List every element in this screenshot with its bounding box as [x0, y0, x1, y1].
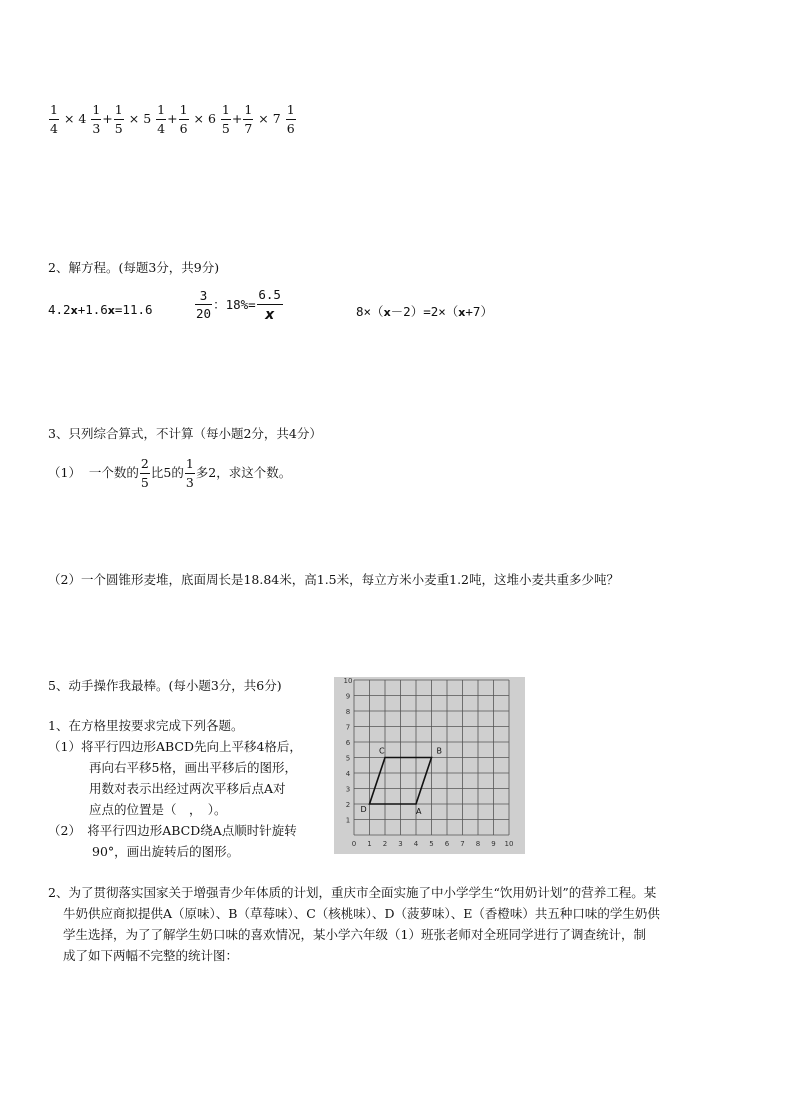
whole-number: 4: [78, 111, 87, 126]
section5-sub1: 1、在方格里按要求完成下列各题。: [48, 718, 244, 733]
times-sign: ×: [258, 111, 269, 126]
section3-heading: 3、只列综合算式，不计算（每小题2分，共4分）: [48, 426, 322, 441]
fraction: $\frac{1}{4}$: [157, 102, 166, 136]
x-axis-tick-label: 9: [491, 840, 496, 848]
section3-question-1: （1） 一个数的 $\frac{2}{5}$ 比5的 $\frac{1}{3}$ 多2，求这个数。: [48, 456, 292, 490]
x-axis-tick-label: 6: [444, 840, 450, 848]
fraction: $\frac{1}{5}$: [221, 102, 230, 136]
section2-heading: 2、解方程。(每题3分，共9分): [48, 260, 220, 275]
times-sign: ×: [193, 111, 204, 126]
y-axis-tick-label: 2: [345, 801, 351, 809]
times-sign: ×: [63, 111, 75, 126]
variable-x: x: [458, 306, 466, 319]
point-label-c: C: [379, 746, 385, 756]
point-label-b: B: [436, 746, 442, 756]
variable-x: x: [383, 306, 391, 319]
fraction: $\frac{1}{3}$: [185, 456, 194, 490]
times-sign: ×: [128, 111, 140, 126]
equation-1: 4.2x+1.6x=11.6: [48, 302, 153, 317]
y-axis-tick-label: 4: [345, 770, 351, 778]
plus-sign: +: [102, 111, 113, 126]
x-axis-tick-label: 8: [475, 840, 481, 848]
fraction: $\frac{1}{4}$: [50, 102, 58, 136]
y-axis-tick-label: 1: [345, 816, 351, 825]
section5-question-1: （1）将平行四边形ABCD先向上平移4格后， 再向右平移5格，画出平移后的图形， 用数对表示出经过两次平移后点A对 应点的位置是（ ， ）。: [48, 739, 302, 817]
fraction: $\frac{1}{7}$: [244, 102, 253, 136]
y-axis-tick-label: 6: [345, 739, 351, 747]
equation-3: 8×（x－2）=2×（x+7）: [356, 304, 493, 319]
whole-number: 6: [207, 111, 216, 126]
fraction: $\frac{1}{5}$: [114, 102, 123, 136]
variable-x: x: [107, 304, 115, 317]
equation-2: $\frac{3}{20}$ ：18%= $\frac{6.5}{x}$: [196, 287, 281, 323]
point-label-a: A: [416, 807, 422, 816]
plus-sign: +: [231, 111, 243, 126]
whole-number: 7: [272, 111, 281, 126]
section5-question-2: （2） 将平行四边形ABCD绕A点顺时针旋转 90°，画出旋转后的图形。: [48, 823, 297, 859]
section6-paragraph: 2、为了贯彻落实国家关于增强青少年体质的计划，重庆市全面实施了中小学学生“饮用奶计划”的营养工程。某 牛奶供应商拟提供A（原味）、B（草莓味）、C（核桃味）、D（菠萝味）、E（香橙味）共五种口味的学生奶供 学生选择，为了了解学生奶口味的喜欢情况，某小学六年级（1）班张老师对全班同学进行了调查统计，制 成了如下两幅不完整的统计图：: [48, 885, 660, 963]
y-axis-tick-label: 9: [345, 692, 351, 701]
x-axis-tick-label: 7: [460, 840, 465, 848]
fraction: $\frac{3}{20}$: [196, 287, 212, 322]
y-axis-tick-label: 3: [345, 785, 351, 794]
fraction: $\frac{1}{6}$: [286, 102, 295, 136]
variable-x: x: [70, 304, 78, 317]
y-axis-tick-label: 8: [345, 708, 351, 716]
section3-question-2: （2）一个圆锥形麦堆，底面周长是18.84米，高1.5米，每立方米小麦重1.2吨，这堆小麦共重多少吨？: [48, 572, 619, 587]
fraction: $\frac{1}{6}$: [179, 102, 188, 136]
fraction: $\frac{1}{3}$: [92, 102, 101, 136]
plus-sign: +: [167, 111, 178, 126]
whole-number: 5: [143, 111, 152, 126]
x-axis-tick-label: 4: [413, 840, 419, 848]
x-axis-tick-label: 0: [351, 840, 357, 848]
coordinate-grid: [334, 677, 525, 854]
x-axis-tick-label: 1: [367, 840, 372, 848]
fraction: $\frac{2}{5}$: [140, 456, 149, 490]
x-axis-tick-label: 10: [504, 840, 514, 848]
point-label-d: D: [360, 805, 367, 814]
y-axis-tick-label: 10: [343, 677, 353, 685]
mixed-fraction-expression: [48, 104, 297, 135]
fraction: $\frac{6.5}{x}$: [258, 287, 281, 323]
y-axis-tick-label: 5: [345, 754, 351, 763]
x-axis-tick-label: 5: [429, 840, 434, 848]
y-axis-tick-label: 7: [345, 723, 351, 732]
section5-heading: 5、动手操作我最棒。(每小题3分，共6分): [48, 678, 282, 693]
x-axis-tick-label: 3: [398, 840, 403, 848]
coordinate-grid-figure: [334, 677, 525, 854]
x-axis-tick-label: 2: [382, 840, 388, 848]
